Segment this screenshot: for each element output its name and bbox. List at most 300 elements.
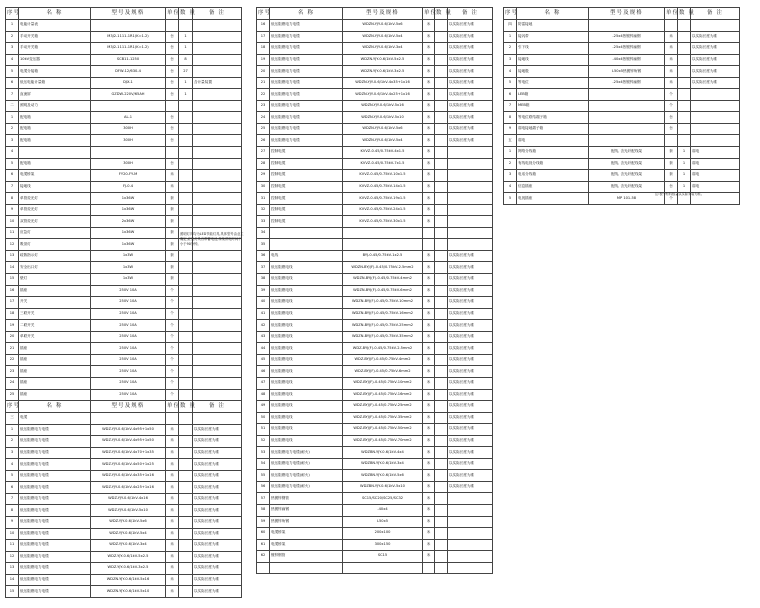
table-row bbox=[6, 308, 242, 320]
cell-no: 46 bbox=[257, 366, 270, 378]
cell-unit: 米 bbox=[423, 354, 435, 366]
cell-model: WDZ-YJY-0.6/1kV-5x10 bbox=[91, 505, 166, 517]
cell-unit: 个 bbox=[665, 100, 678, 112]
cell-name: 三联开关 bbox=[19, 308, 91, 320]
cell-unit: 套 bbox=[166, 204, 179, 216]
cell-model: WDZ-BYJ(F)-0.45/0.75kV-35mm2 bbox=[343, 412, 423, 424]
cell-unit: 米 bbox=[166, 551, 179, 563]
cell-name: 低压阻燃电力电缆 bbox=[19, 459, 91, 471]
cell-qty bbox=[678, 123, 691, 135]
cell-model: WDZN-BYJ(F)-0.45/0.75kV-25mm2 bbox=[343, 320, 423, 332]
cell-name: 低压阻燃电线 bbox=[270, 354, 343, 366]
cell-qty bbox=[435, 239, 448, 251]
cell-name: 镀锌钢管 bbox=[270, 551, 343, 563]
cell-qty bbox=[179, 389, 193, 401]
cell-qty bbox=[678, 20, 691, 32]
cell-remark bbox=[691, 112, 740, 124]
table-row bbox=[257, 562, 493, 574]
cell-model: WDZN-YJY-0.6/1kV-3x2.5 bbox=[343, 66, 423, 78]
cell-remark bbox=[193, 158, 242, 170]
cell-qty bbox=[179, 320, 193, 332]
cell-qty bbox=[435, 54, 448, 66]
cell-qty bbox=[435, 135, 448, 147]
cell-model: WDZN-YJY-0.6/1kV-5x16 bbox=[343, 100, 423, 112]
cell-name: 低压阻燃电线 bbox=[270, 331, 343, 343]
cell-remark bbox=[193, 193, 242, 205]
cell-qty bbox=[435, 31, 448, 43]
header-no: 序号 bbox=[504, 8, 517, 20]
cell-name: 单管荧光灯 bbox=[19, 193, 91, 205]
cell-unit: 套 bbox=[166, 274, 179, 286]
cell-remark: 以实际长度为准 bbox=[193, 447, 242, 459]
cell-remark bbox=[193, 216, 242, 228]
table-row bbox=[6, 285, 242, 297]
cell-no: 52 bbox=[257, 435, 270, 447]
cell-no: 22 bbox=[6, 354, 19, 366]
cell-qty bbox=[179, 297, 193, 309]
cell-name: 壁灯 bbox=[19, 274, 91, 286]
cell-model: WDZ-YJY-0.6/1kV-4x70+1x35 bbox=[91, 447, 166, 459]
cell-unit: 米 bbox=[423, 447, 435, 459]
table-row bbox=[6, 574, 242, 586]
cell-remark bbox=[193, 147, 242, 159]
cell-model bbox=[343, 562, 423, 574]
cell-model: WDZ-YJY-0.6/1kV-3x2.5 bbox=[91, 563, 166, 575]
cell-name: 热镀锌钢管 bbox=[270, 493, 343, 505]
cell-qty bbox=[678, 43, 691, 55]
cell-unit: 米 bbox=[423, 458, 435, 470]
cell-name: 低压阻燃电力电缆 bbox=[19, 505, 91, 517]
cell-model: WDZN-BYJ(F)-0.45/0.75kV-35mm2 bbox=[343, 331, 423, 343]
cell-model bbox=[589, 100, 665, 112]
cell-no: 51 bbox=[257, 424, 270, 436]
table-row bbox=[504, 158, 740, 170]
table-row bbox=[6, 354, 242, 366]
cell-no: 3 bbox=[504, 170, 517, 182]
cell-model: BYJ-0.45/0.75kV-1x2.5 bbox=[343, 250, 423, 262]
cell-no: 32 bbox=[257, 204, 270, 216]
cell-name: 低压阻燃电力电缆 bbox=[19, 482, 91, 494]
cell-no: 1 bbox=[6, 20, 19, 32]
cell-unit: 米 bbox=[423, 250, 435, 262]
table-row bbox=[6, 262, 242, 274]
table-row bbox=[6, 389, 242, 401]
cell-remark bbox=[448, 193, 493, 205]
cell-unit bbox=[665, 135, 678, 147]
cell-unit: 套 bbox=[665, 158, 678, 170]
cell-model bbox=[343, 239, 423, 251]
cell-qty bbox=[435, 112, 448, 124]
cell-qty bbox=[179, 528, 193, 540]
cell-model: -25x4热镀锌扁钢 bbox=[589, 31, 665, 43]
cell-no: 3 bbox=[6, 135, 19, 147]
cell-name: 低压阻燃电力电缆 bbox=[270, 100, 343, 112]
table-row bbox=[504, 100, 740, 112]
cell-qty bbox=[435, 470, 448, 482]
cell-remark bbox=[193, 170, 242, 182]
header-model: 型号及规格 bbox=[343, 8, 423, 20]
cell-name: 低压阻燃电力电缆 bbox=[270, 43, 343, 55]
cell-no: 20 bbox=[6, 331, 19, 343]
table-row bbox=[504, 31, 740, 43]
cell-unit: 米 bbox=[665, 31, 678, 43]
cell-no: 48 bbox=[257, 389, 270, 401]
cell-no: 9 bbox=[504, 123, 517, 135]
cell-model: M3J2-1111-1R1(K=1.2) bbox=[91, 31, 166, 43]
cell-unit: 米 bbox=[423, 401, 435, 413]
cell-no: 27 bbox=[257, 147, 270, 159]
cell-no: 三 bbox=[6, 413, 19, 425]
cell-model: KVVZ-0.45/0.75kV-24x1.5 bbox=[343, 204, 423, 216]
cell-remark bbox=[193, 308, 242, 320]
table-row bbox=[504, 123, 740, 135]
cell-qty bbox=[435, 343, 448, 355]
cell-remark: 以实际长度为准 bbox=[448, 250, 493, 262]
cell-unit: 米 bbox=[423, 89, 435, 101]
cell-remark bbox=[193, 285, 242, 297]
cell-qty: 27 bbox=[179, 66, 193, 78]
cell-remark: 以实际长度为准 bbox=[691, 54, 740, 66]
cell-qty bbox=[435, 458, 448, 470]
cell-no: 37 bbox=[257, 262, 270, 274]
cell-no: 2 bbox=[504, 158, 517, 170]
cell-unit: 米 bbox=[166, 482, 179, 494]
cell-name: 二联开关 bbox=[19, 320, 91, 332]
cell-model: WDZN-BYJ(F)-0.45/0.75kV-6mm2 bbox=[343, 285, 423, 297]
cell-model: WDZ-YJY-0.6/1kV-4x16 bbox=[91, 493, 166, 505]
cell-name: 单联开关 bbox=[19, 331, 91, 343]
table-row bbox=[257, 158, 493, 170]
cell-name: 接闪带 bbox=[517, 31, 589, 43]
cell-model: KVVZ-0.45/0.75kV-19x1.5 bbox=[343, 193, 423, 205]
table-row bbox=[257, 412, 493, 424]
cell-qty bbox=[179, 377, 193, 389]
cell-model: WDZ-BYJ(F)-0.45/0.75kV-16mm2 bbox=[343, 389, 423, 401]
cell-no: 41 bbox=[257, 308, 270, 320]
table-row bbox=[257, 447, 493, 459]
cell-unit: 个 bbox=[166, 308, 179, 320]
cell-qty bbox=[179, 516, 193, 528]
cell-name: 插座 bbox=[19, 354, 91, 366]
cell-model: 250V 10A bbox=[91, 320, 166, 332]
header-remark: 备 注 bbox=[448, 8, 493, 20]
cell-no: 16 bbox=[257, 20, 270, 32]
cell-name: 低压阻燃电线 bbox=[270, 320, 343, 332]
cell-model: WDZN-YJY-0.6/1kV-4x35+1x16 bbox=[343, 77, 423, 89]
cell-unit bbox=[423, 227, 435, 239]
cell-no: 45 bbox=[257, 354, 270, 366]
table-row bbox=[504, 193, 740, 205]
table-row bbox=[257, 343, 493, 355]
cell-qty bbox=[678, 100, 691, 112]
cell-remark bbox=[193, 262, 242, 274]
cell-unit: 米 bbox=[665, 54, 678, 66]
cell-qty bbox=[435, 447, 448, 459]
cell-unit: 米 bbox=[423, 539, 435, 551]
cell-remark bbox=[193, 20, 242, 32]
cell-name: 开关 bbox=[19, 297, 91, 309]
cell-no: 4 bbox=[6, 147, 19, 159]
cell-unit: 米 bbox=[423, 274, 435, 286]
cell-unit: 米 bbox=[423, 123, 435, 135]
cell-qty bbox=[678, 31, 691, 43]
table-row bbox=[6, 20, 242, 32]
cell-remark: 以实际长度为准 bbox=[448, 66, 493, 78]
cell-model: WDZ-YJY-0.6/1kV-5x2.5 bbox=[91, 551, 166, 563]
cell-name: LEB箱 bbox=[517, 89, 589, 101]
cell-unit: 米 bbox=[423, 493, 435, 505]
cell-remark bbox=[448, 504, 493, 516]
cell-no: 36 bbox=[257, 250, 270, 262]
cell-qty bbox=[179, 170, 193, 182]
header-qty: 数 量 bbox=[179, 8, 193, 20]
cell-qty bbox=[435, 66, 448, 78]
cell-model: WDZN-YJY-0.6/1kV-5x16 bbox=[91, 574, 166, 586]
cell-model: 配线, 含光纤配线架 bbox=[589, 147, 665, 159]
cell-no: 42 bbox=[257, 320, 270, 332]
cell-model: 1x3W bbox=[91, 262, 166, 274]
cell-qty bbox=[435, 250, 448, 262]
cell-model: MP 101-58 bbox=[589, 193, 665, 205]
cell-qty bbox=[179, 505, 193, 517]
cell-remark bbox=[193, 135, 242, 147]
table-row bbox=[6, 31, 242, 43]
cell-name: 信息插座 bbox=[517, 181, 589, 193]
cell-model: 配线, 含光纤配线架 bbox=[589, 170, 665, 182]
cell-qty bbox=[435, 528, 448, 540]
cell-unit: 米 bbox=[166, 563, 179, 575]
cell-qty bbox=[435, 331, 448, 343]
table-row bbox=[257, 43, 493, 55]
cell-name: 低压阻燃电力电缆 bbox=[270, 112, 343, 124]
cell-unit: 米 bbox=[423, 308, 435, 320]
cell-model: WDZN-BYJ(F)-0.45/0.75kV-10mm2 bbox=[343, 297, 423, 309]
cell-name bbox=[270, 239, 343, 251]
cell-no: 28 bbox=[257, 158, 270, 170]
cell-model: 配线, 含光纤配线架 bbox=[589, 158, 665, 170]
table-row bbox=[6, 193, 242, 205]
header-model: 型号及规格 bbox=[91, 401, 166, 413]
cell-remark: 以实际长度为准 bbox=[448, 366, 493, 378]
cell-qty bbox=[435, 227, 448, 239]
cell-name: 插座 bbox=[19, 343, 91, 355]
cell-qty bbox=[435, 216, 448, 228]
cell-name: 低压阻燃电线 bbox=[270, 377, 343, 389]
cell-model: WDZBN-YJY-0.6/1kV-5x10 bbox=[343, 481, 423, 493]
cell-no: 21 bbox=[257, 77, 270, 89]
cell-model: WDZ-BYJ(F)-0.45/0.75kV-70mm2 bbox=[343, 435, 423, 447]
cell-model: WDZN-YJY-0.6/1kV-5x2.5 bbox=[343, 54, 423, 66]
cell-no: 22 bbox=[257, 89, 270, 101]
cell-no: 19 bbox=[6, 320, 19, 332]
table-row bbox=[6, 470, 242, 482]
cell-unit: 套 bbox=[166, 262, 179, 274]
cell-model: SC15 bbox=[343, 551, 423, 563]
cell-no: 47 bbox=[257, 377, 270, 389]
header-unit: 单位 bbox=[166, 401, 179, 413]
cell-name: 低压阻燃电力电缆 bbox=[19, 540, 91, 552]
cell-no: 1 bbox=[6, 112, 19, 124]
cell-model: L50x5 bbox=[343, 516, 423, 528]
cell-qty bbox=[435, 516, 448, 528]
cell-remark bbox=[193, 250, 242, 262]
cell-qty bbox=[435, 123, 448, 135]
cell-no: 5 bbox=[6, 66, 19, 78]
cell-qty bbox=[179, 20, 193, 32]
cell-unit: 台 bbox=[166, 77, 179, 89]
cell-name: 低压阻燃电力电缆 bbox=[19, 470, 91, 482]
table-row bbox=[257, 147, 493, 159]
cell-model: WDZBN-YJY-0.6/1kV-3x4 bbox=[343, 458, 423, 470]
cell-unit: 米 bbox=[423, 66, 435, 78]
cell-qty bbox=[179, 100, 193, 112]
cell-model: 1x36W bbox=[91, 193, 166, 205]
cell-qty bbox=[179, 112, 193, 124]
cell-name: 低压阻燃电力电缆 bbox=[19, 563, 91, 575]
cell-qty bbox=[435, 377, 448, 389]
table-row bbox=[504, 170, 740, 182]
cell-qty bbox=[179, 493, 193, 505]
header-qty: 数 量 bbox=[678, 8, 691, 20]
cell-qty: 1 bbox=[179, 43, 193, 55]
cell-no: 35 bbox=[257, 239, 270, 251]
cell-qty: 1 bbox=[179, 31, 193, 43]
cell-no: 3 bbox=[6, 43, 19, 55]
table-row bbox=[257, 354, 493, 366]
cell-qty bbox=[179, 563, 193, 575]
cell-qty bbox=[179, 262, 193, 274]
cell-no: 23 bbox=[257, 100, 270, 112]
cell-unit bbox=[166, 20, 179, 32]
table-row bbox=[6, 123, 242, 135]
cell-model bbox=[91, 20, 166, 32]
cell-no: 25 bbox=[6, 389, 19, 401]
cell-no: 61 bbox=[257, 539, 270, 551]
table-row bbox=[257, 320, 493, 332]
cell-qty bbox=[435, 551, 448, 563]
cell-name: 热镀锌扁钢 bbox=[270, 504, 343, 516]
cell-remark bbox=[448, 158, 493, 170]
cell-name: 配电箱 bbox=[19, 158, 91, 170]
table-row bbox=[257, 112, 493, 124]
cell-remark: 以实际长度为准 bbox=[448, 470, 493, 482]
cell-qty bbox=[435, 285, 448, 297]
cell-model: WDZN-YJY-0.6/1kV-5x6 bbox=[343, 123, 423, 135]
cell-name bbox=[270, 227, 343, 239]
cell-model: FJ-0.4 bbox=[91, 181, 166, 193]
cell-qty bbox=[179, 470, 193, 482]
cell-no: 15 bbox=[6, 274, 19, 286]
cell-remark bbox=[193, 377, 242, 389]
cell-model bbox=[91, 413, 166, 425]
cell-no: 1 bbox=[504, 147, 517, 159]
cell-name: 低压电能计量箱 bbox=[19, 77, 91, 89]
cell-unit: 米 bbox=[423, 158, 435, 170]
cell-remark bbox=[193, 389, 242, 401]
table-row bbox=[257, 377, 493, 389]
cell-no: 10 bbox=[6, 216, 19, 228]
cell-remark: 以实际长度为准 bbox=[448, 43, 493, 55]
cell-model: GZDW-220V/65AH bbox=[91, 89, 166, 101]
cell-remark: 以实际长度为准 bbox=[193, 436, 242, 448]
cell-no bbox=[257, 562, 270, 574]
cell-model: 200x100 bbox=[343, 528, 423, 540]
cell-remark: 以实际长度为准 bbox=[448, 262, 493, 274]
cell-unit: 米 bbox=[423, 504, 435, 516]
cell-name: 低压阻燃电力电缆 bbox=[19, 493, 91, 505]
material-table-3 bbox=[503, 7, 740, 205]
table-row bbox=[257, 123, 493, 135]
table-row bbox=[6, 54, 242, 66]
cell-name: 低压阻燃电线 bbox=[270, 274, 343, 286]
cell-unit: 米 bbox=[423, 193, 435, 205]
cell-qty bbox=[179, 482, 193, 494]
cell-qty bbox=[435, 562, 448, 574]
cell-model: 1x36W bbox=[91, 204, 166, 216]
table-row bbox=[6, 540, 242, 552]
table-row bbox=[257, 493, 493, 505]
cell-name: 手动开关箱 bbox=[19, 43, 91, 55]
cell-model: 300H bbox=[91, 158, 166, 170]
cell-model: SCB11-1250 bbox=[91, 54, 166, 66]
cell-model: DJX-1 bbox=[91, 77, 166, 89]
cell-model: 300H bbox=[91, 135, 166, 147]
table-row bbox=[257, 77, 493, 89]
cell-model: SC15/SC20/SC25/SC32 bbox=[343, 493, 423, 505]
cell-qty bbox=[179, 285, 193, 297]
cell-model: 250V 10A bbox=[91, 389, 166, 401]
cell-remark: 以实际长度为准 bbox=[448, 447, 493, 459]
cell-qty bbox=[435, 354, 448, 366]
cell-qty bbox=[435, 204, 448, 216]
cell-unit: 套 bbox=[665, 147, 678, 159]
cell-unit: 米 bbox=[423, 470, 435, 482]
cell-qty: 1 bbox=[678, 181, 691, 193]
cell-no: 2 bbox=[6, 123, 19, 135]
cell-model: WDZ-YJY-0.6/1kV-4x50+1x25 bbox=[91, 459, 166, 471]
cell-no: 53 bbox=[257, 447, 270, 459]
cell-no: 8 bbox=[6, 505, 19, 517]
cell-unit: 米 bbox=[423, 481, 435, 493]
cell-remark bbox=[691, 20, 740, 32]
cell-unit: 米 bbox=[423, 389, 435, 401]
cell-qty bbox=[179, 459, 193, 471]
cell-no: 5 bbox=[504, 193, 517, 205]
table-row bbox=[257, 250, 493, 262]
cell-qty bbox=[435, 504, 448, 516]
cell-qty bbox=[435, 493, 448, 505]
cell-remark bbox=[448, 551, 493, 563]
cell-name: 弱电接地端子箱 bbox=[517, 123, 589, 135]
cell-name: 低压阻燃电力电缆(耐火) bbox=[270, 470, 343, 482]
cell-remark: 以实际长度为准 bbox=[193, 459, 242, 471]
cell-qty bbox=[179, 123, 193, 135]
cell-qty: 1 bbox=[678, 158, 691, 170]
cell-remark bbox=[448, 147, 493, 159]
cell-unit: 米 bbox=[423, 285, 435, 297]
cell-name bbox=[270, 562, 343, 574]
header-remark: 备 注 bbox=[193, 8, 242, 20]
cell-no: 14 bbox=[6, 574, 19, 586]
cell-remark: 以实际长度为准 bbox=[448, 285, 493, 297]
cell-remark bbox=[193, 66, 242, 78]
cell-model: 250V 10A bbox=[91, 308, 166, 320]
cell-qty: 1 bbox=[678, 147, 691, 159]
header-remark: 备 注 bbox=[193, 401, 242, 413]
cell-no: 5 bbox=[504, 77, 517, 89]
cell-remark: 以实际长度为准 bbox=[193, 493, 242, 505]
cell-name: 配电箱 bbox=[19, 123, 91, 135]
